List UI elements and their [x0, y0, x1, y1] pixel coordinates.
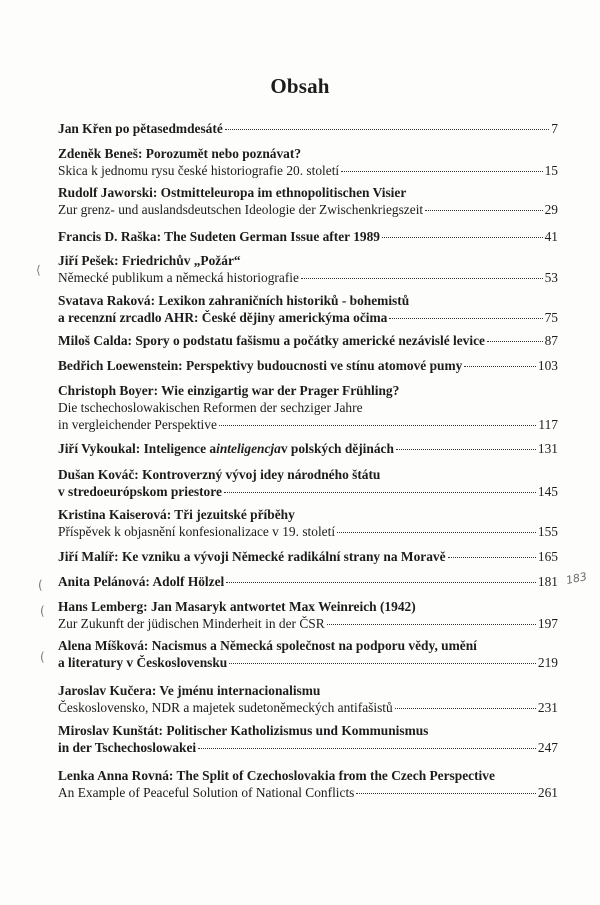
- entry-text: v stredoeurópskom priestore: [58, 484, 222, 499]
- entry-heading: [58, 573, 558, 590]
- toc-entry: [58, 573, 558, 590]
- entry-text-continued: v polských dějinách: [280, 441, 394, 456]
- toc-entry: [58, 506, 558, 540]
- page-number: 117: [538, 417, 558, 432]
- entry-subtitle: [58, 399, 558, 416]
- page-number: 165: [537, 549, 558, 564]
- entry-heading: [58, 252, 558, 269]
- entry-subtitle: [58, 523, 558, 540]
- dot-leader: [219, 425, 537, 426]
- entry-text: Hans Lemberg: Jan Masaryk antwortet Max Weinreich (1942): [58, 599, 416, 614]
- pencil-margin-mark: (: [38, 578, 43, 592]
- entry-subtitle: [58, 269, 558, 286]
- entry-subtitle: [58, 483, 558, 500]
- entry-subtitle: [58, 699, 558, 716]
- page-number: 75: [544, 310, 558, 325]
- entry-heading: [58, 357, 558, 374]
- page-number: 197: [537, 616, 558, 631]
- page-number: 103: [537, 358, 558, 373]
- dot-leader: [229, 663, 536, 664]
- entry-heading: [58, 506, 558, 523]
- entry-text: Francis D. Raška: The Sudeten German Issue after 1989: [58, 229, 380, 244]
- page-number: 41: [544, 229, 558, 244]
- entry-heading: [58, 466, 558, 483]
- toc-entry: [58, 722, 558, 756]
- page-number: 155: [537, 524, 558, 539]
- toc-entry: [58, 120, 558, 137]
- dot-leader: [396, 449, 536, 450]
- dot-leader: [225, 129, 550, 130]
- dot-leader: [425, 210, 542, 211]
- page-number: 53: [544, 270, 558, 285]
- entry-text: Jan Křen po pětasedmdesáté: [58, 121, 223, 136]
- dot-leader: [356, 793, 536, 794]
- handwritten-page-correction: 183: [564, 569, 589, 588]
- toc-entry: [58, 682, 558, 716]
- dot-leader: [382, 237, 543, 238]
- page-number: 145: [537, 484, 558, 499]
- toc-entry: [58, 637, 558, 671]
- page-number: 15: [544, 163, 558, 178]
- entry-text: Československo, NDR a majetek sudetoněmeckých antifašistů: [58, 700, 393, 715]
- toc-entry: [58, 357, 558, 374]
- page-number: 87: [544, 333, 558, 348]
- dot-leader: [327, 624, 536, 625]
- entry-heading: [58, 440, 558, 457]
- entry-subtitle: [58, 201, 558, 218]
- toc-entry: [58, 292, 558, 326]
- dot-leader: [341, 171, 542, 172]
- toc-entry: [58, 228, 558, 245]
- toc-entry: [58, 598, 558, 632]
- dot-leader: [337, 532, 536, 533]
- entry-text: Dušan Kováč: Kontroverzný vývoj idey národného štátu: [58, 467, 381, 482]
- pencil-margin-mark: (: [40, 604, 45, 618]
- entry-text: in der Tschechoslowakei: [58, 740, 197, 755]
- entry-heading: [58, 332, 558, 349]
- dot-leader: [198, 748, 536, 749]
- entry-text: Miroslav Kunštát: Politischer Katholizismus und Kommunismus: [58, 723, 429, 738]
- entry-subtitle: [58, 654, 558, 671]
- toc-entry: [58, 252, 558, 286]
- entry-subtitle: [58, 739, 558, 756]
- entry-heading: [58, 548, 558, 565]
- entry-text: Kristina Kaiserová: Tři jezuitské příběhy: [58, 507, 295, 522]
- entry-text: Rudolf Jaworski: Ostmitteleuropa im ethnopolitischen Visier: [58, 185, 407, 200]
- entry-text: Jiří Pešek: Friedrichův „Požár“: [58, 253, 241, 268]
- toc-entry: [58, 440, 558, 457]
- dot-leader: [487, 341, 543, 342]
- page-number: 247: [537, 740, 558, 755]
- entry-text: Bedřich Loewenstein: Perspektivy budoucnosti ve stínu atomové pumy: [58, 358, 463, 373]
- entry-subtitle: [58, 309, 558, 326]
- entry-text: Skica k jednomu rysu české historiografie 20. století: [58, 163, 340, 178]
- entry-heading: [58, 722, 558, 739]
- entry-heading: [58, 598, 558, 615]
- entry-text: An Example of Peaceful Solution of National Conflicts: [58, 785, 355, 800]
- dot-leader: [224, 492, 536, 493]
- entry-heading: [58, 637, 558, 654]
- dot-leader: [448, 557, 536, 558]
- entry-text: in vergleichender Perspektive: [58, 417, 217, 432]
- entry-heading: [58, 682, 558, 699]
- entry-text: Jiří Vykoukal: Inteligence a: [58, 441, 217, 456]
- entry-text: Christoph Boyer: Wie einzigartig war der Prager Frühling?: [58, 383, 400, 398]
- toc-entry: [58, 145, 558, 179]
- entry-heading: [58, 120, 558, 137]
- entry-text: Zur grenz- und auslandsdeutschen Ideologie der Zwischenkriegszeit: [58, 202, 424, 217]
- entry-text: Alena Míšková: Nacismus a Německá společnost na podporu vědy, umění: [58, 638, 477, 653]
- entry-text: Svatava Raková: Lexikon zahraničních historiků - bohemistů: [58, 293, 410, 308]
- entry-subtitle: [58, 615, 558, 632]
- page-number: 131: [537, 441, 558, 456]
- page-number: 231: [537, 700, 558, 715]
- toc-entry: [58, 548, 558, 565]
- entry-heading: [58, 767, 558, 784]
- entry-heading: [58, 145, 558, 162]
- pencil-margin-mark: (: [40, 650, 45, 664]
- entry-text: Lenka Anna Rovná: The Split of Czechoslovakia from the Czech Perspective: [58, 768, 495, 783]
- page-number: 7: [551, 121, 558, 136]
- entry-text: Jiří Malíř: Ke vzniku a vývoji Německé radikální strany na Moravě: [58, 549, 446, 564]
- page-number: 29: [544, 202, 558, 217]
- page-number: 261: [537, 785, 558, 800]
- entry-heading: [58, 184, 558, 201]
- entry-text: Příspěvek k objasnění konfesionalizace v 19. století: [58, 524, 336, 539]
- entry-subtitle: [58, 162, 558, 179]
- dot-leader: [301, 278, 543, 279]
- toc-entry: [58, 767, 558, 801]
- entry-subtitle: [58, 784, 558, 801]
- entry-text: a literatury v Československu: [58, 655, 228, 670]
- entry-text: Die tschechoslowakischen Reformen der sechziger Jahre: [58, 400, 363, 415]
- entry-text: Německé publikum a německá historiografie: [58, 270, 299, 285]
- entry-text: Jaroslav Kučera: Ve jménu internacionalismu: [58, 683, 321, 698]
- dot-leader: [464, 366, 536, 367]
- pencil-margin-mark: ⟨: [36, 263, 41, 277]
- entry-text: Anita Pelánová: Adolf Hölzel: [58, 574, 225, 589]
- entry-text: Zur Zukunft der jüdischen Minderheit in der ČSR: [58, 616, 325, 631]
- toc-entry: [58, 332, 558, 349]
- toc-entry: [58, 466, 558, 500]
- dot-leader: [389, 318, 542, 319]
- entry-text: Miloš Calda: Spory o podstatu fašismu a počátky americké nezávislé levice: [58, 333, 485, 348]
- entry-heading: [58, 382, 558, 399]
- dot-leader: [226, 582, 536, 583]
- toc-entry: [58, 184, 558, 218]
- page-title: Obsah: [270, 74, 330, 98]
- page-number: 181: [537, 574, 558, 589]
- entry-text: a recenzní zrcadlo AHR: České dějiny americkýma očima: [58, 310, 388, 325]
- entry-italic-text: inteligencja: [216, 441, 281, 456]
- entry-subtitle: [58, 416, 558, 433]
- entry-heading: [58, 228, 558, 245]
- entry-heading: [58, 292, 558, 309]
- toc-entry: [58, 382, 558, 433]
- page-number: 219: [537, 655, 558, 670]
- entry-text: Zdeněk Beneš: Porozumět nebo poznávat?: [58, 146, 302, 161]
- dot-leader: [395, 708, 536, 709]
